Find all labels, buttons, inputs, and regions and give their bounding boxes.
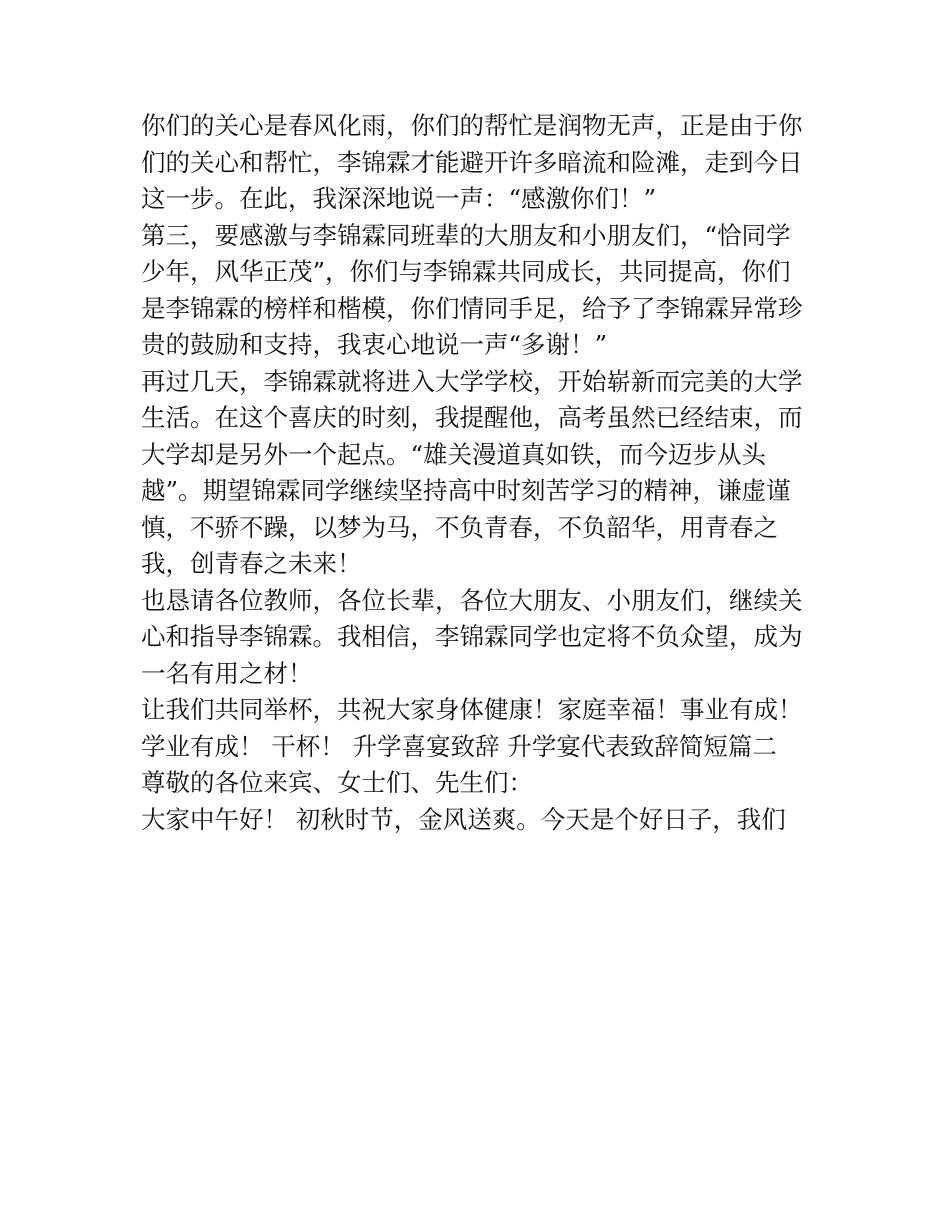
text-line: 心和指导李锦霖。我相信，李锦霖同学也定将不负众望，成为 xyxy=(141,622,803,651)
text-line: 让我们共同举杯，共祝大家身体健康！家庭幸福！事业有成！ xyxy=(141,695,803,724)
text-line: 是李锦霖的榜样和楷模，你们情同手足，给予了李锦霖异常珍 xyxy=(141,293,803,323)
text-line: 你们的关心是春风化雨，你们的帮忙是润物无声，正是由于你 xyxy=(141,111,803,140)
text-line: 尊敬的各位来宾、女士们、先生们： xyxy=(141,768,533,797)
text-line: 一名有用之材！ xyxy=(141,658,313,688)
text-line: 第三，要感激与李锦霖同班辈的大朋友和小朋友们，“恰同学 xyxy=(141,220,791,250)
text-line: 大家中午好！ 初秋时节，金风送爽。今天是个好日子，我们 xyxy=(141,804,786,834)
text-line: 学业有成！ 干杯！ 升学喜宴致辞 升学宴代表致辞简短篇二 xyxy=(141,731,777,761)
text-line: 慎，不骄不躁，以梦为马，不负青春，不负韶华，用青春之 xyxy=(141,512,778,542)
document-body xyxy=(141,108,821,838)
text-line: 生活。在这个喜庆的时刻，我提醒他，高考虽然已经结束，而 xyxy=(141,403,803,432)
text-line: 我，创青春之未来！ xyxy=(141,549,362,578)
text-line: 大学却是另外一个起点。“雄关漫道真如铁，而今迈步从头 xyxy=(141,439,767,469)
text-line: 们的关心和帮忙，李锦霖才能避开许多暗流和险滩，走到今日 xyxy=(141,147,803,177)
text-line: 再过几天，李锦霖就将进入大学学校，开始崭新而完美的大学 xyxy=(141,366,803,396)
text-line: 少年，风华正茂”，你们与李锦霖共同成长，共同提高，你们 xyxy=(141,257,791,286)
text-line: 贵的鼓励和支持，我衷心地说一声“多谢！” xyxy=(141,330,608,359)
text-line: 这一步。在此，我深深地说一声：“感激你们！” xyxy=(141,184,657,213)
text-line: 也恳请各位教师，各位长辈，各位大朋友、小朋友们，继续关 xyxy=(141,585,803,615)
text-line: 越”。期望锦霖同学继续坚持高中时刻苦学习的精神，谦虚谨 xyxy=(141,476,791,505)
